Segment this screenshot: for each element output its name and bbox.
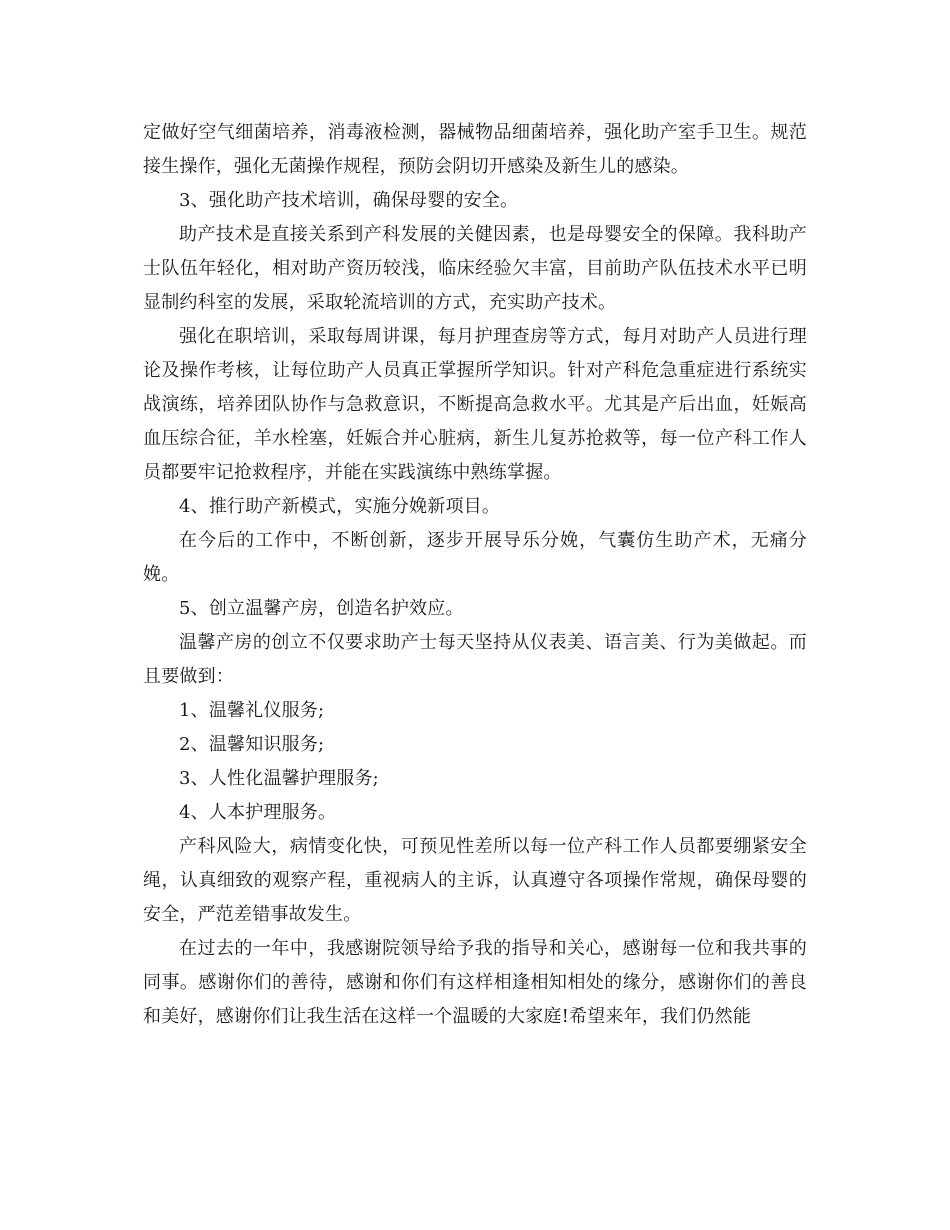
list-item: 2、温馨知识服务;	[179, 734, 325, 755]
paragraph: 温馨产房的创立不仅要求助产士每天坚持从仪表美、语言美、行为美做起。而且要做到：	[143, 632, 807, 687]
paragraph: 助产技术是直接关系到产科发展的关健因素，也是母婴安全的保障。我科助产士队伍年轻化，相对助产资历较浅，临床经验欠丰富，目前助产队伍技术水平已明显制约科室的发展，采取轮流培训的方式，充实助产技术。	[143, 224, 807, 313]
section-heading: 3、强化助产技术培训，确保母婴的安全。	[179, 190, 519, 211]
section-heading: 4、推行助产新模式，实施分娩新项目。	[179, 496, 501, 517]
paragraph: 强化在职培训，采取每周讲课，每月护理查房等方式，每月对助产人员进行理论及操作考核，让每位助产人员真正掌握所学知识。针对产科危急重症进行系统实战演练，培养团队协作与急救意识，不断提高急救水平。尤其是产后出血，妊娠高血压综合征，羊水栓塞，妊娠合并心脏病，新生儿复苏抢救等，每一位产科工作人员都要牢记抢救程序，并能在实践演练中熟练掌握。	[143, 326, 807, 483]
paragraph: 在过去的一年中，我感谢院领导给予我的指导和关心，感谢每一位和我共事的同事。感谢你们的善待，感谢和你们有这样相逢相知相处的缘分，感谢你们的善良和美好，感谢你们让我生活在这样一个温暖的大家庭!希望来年，我们仍然能	[143, 938, 807, 1027]
paragraph: 产科风险大，病情变化快，可预见性差所以每一位产科工作人员都要绷紧安全绳，认真细致的观察产程，重视病人的主诉，认真遵守各项操作常规，确保母婴的安全，严范差错事故发生。	[143, 836, 807, 925]
paragraph: 在今后的工作中，不断创新，逐步开展导乐分娩，气囊仿生助产术，无痛分娩。	[143, 530, 807, 585]
section-heading: 5、创立温馨产房，创造名护效应。	[179, 598, 464, 619]
paragraph: 定做好空气细菌培养，消毒液检测，器械物品细菌培养，强化助产室手卫生。规范接生操作，强化无菌操作规程，预防会阴切开感染及新生儿的感染。	[143, 122, 807, 177]
list-item: 1、温馨礼仪服务;	[179, 700, 325, 721]
document-body	[143, 116, 807, 1034]
list-item: 3、人性化温馨护理服务;	[179, 768, 379, 789]
list-item: 4、人本护理服务。	[179, 802, 337, 823]
